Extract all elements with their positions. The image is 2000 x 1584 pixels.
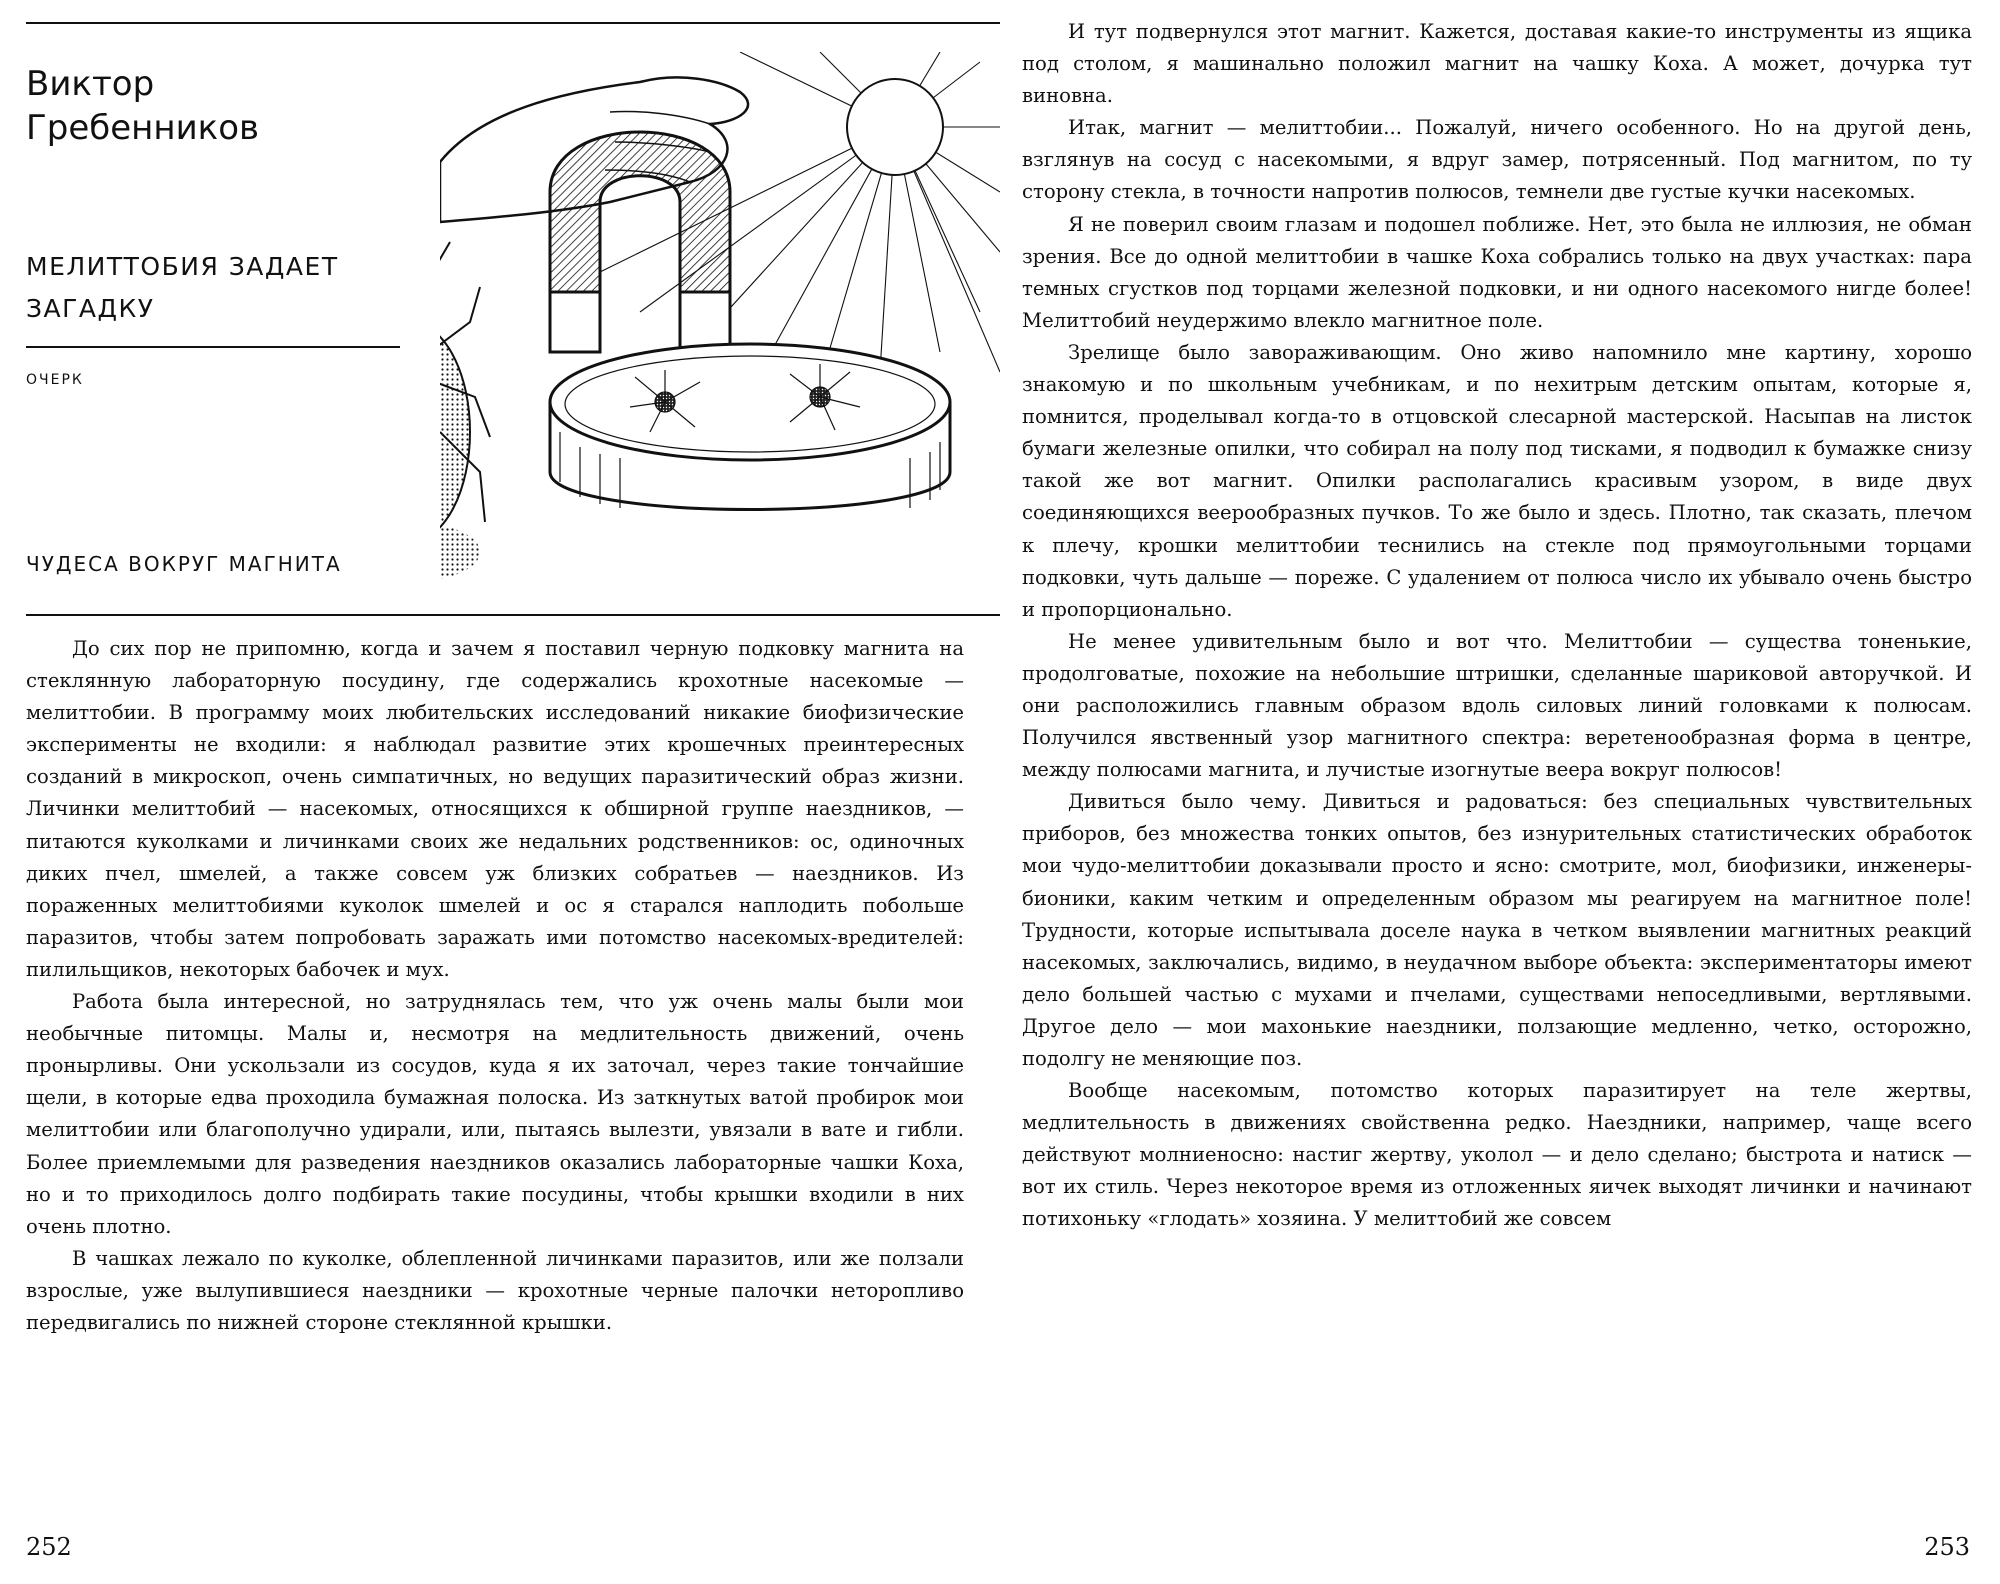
right-paragraph-1: И тут подвернулся этот магнит. Кажется, доставая какие-то инструменты из ящика под столом, я машинально положил магнит на чашку Коха. А может, дочурка тут виновна. [1022, 20, 1972, 108]
author-last-name: Гребенников [26, 108, 260, 148]
left-paragraph-2: Работа была интересной, но затруднялась тем, что уж очень малы были мои необычные питомцы. Малы и, несмотря на медлительность движений, очень пронырливы. Они ускользали из сосудов, куда я их заточал, через такие тончайшие щели, в которые едва проходила бумажная полоска. Из заткнутых ватой пробирок мои мелиттобии или благополучно удирали, или, пытаясь вылезти, увязали в вате и гибли. Более приемлемыми для разведения наездников оказались лабораторные чашки Коха, но и то приходилось долго подбирать такие посудины, чтобы крышки входили в них очень плотно. [26, 990, 964, 1238]
author-name [26, 62, 259, 150]
author-first-name: Виктор [26, 64, 155, 104]
insect-shadow-stipple [440, 522, 480, 582]
genre-label: ОЧЕРК [26, 372, 84, 388]
header-bottom-rule [26, 614, 1000, 616]
title-rule [26, 346, 400, 348]
horseshoe-magnet-icon [550, 132, 730, 352]
illustration-magnet-insect-petri-dish [440, 52, 1000, 594]
series-label: ЧУДЕСА ВОКРУГ МАГНИТА [26, 552, 342, 576]
right-paragraph-6: Дивиться было чему. Дивиться и радоваться: без специальных чувствительных приборов, без множества тонких опытов, без изнурительных статистических обработок мои чудо-мелиттобии доказывали просто и ясно: смотрите, мол, биофизики, инженеры-бионики, каким четким и определенным образом мы реагируем на магнитное поле! Трудности, которые испытывала доселе наука в четком выявлении магнитных реакций насекомых, заключались, видимо, в неудачном выборе объекта: экспериментаторы имеют дело большей частью с мухами и пчелами, существами непоседливыми, вертлявыми. Другое дело — мои махонькие наездники, ползающие медленно, четко, осторожно, подолгу не меняющие поз. [1022, 790, 1972, 1070]
sun-icon [847, 79, 943, 175]
left-paragraph-3: В чашках лежало по куколке, облепленной личинками паразитов, или же ползали взрослые, уже вылупившиеся наездники — крохотные черные палочки неторопливо передвигались по нижней стороне стеклянной крышки. [26, 1246, 964, 1334]
page-number-right: 253 [1924, 1533, 1970, 1561]
right-paragraph-5: Не менее удивительным было и вот что. Мелиттобии — существа тоненькие, продолговатые, похожие на небольшие штришки, сделанные шариковой авторучкой. И они расположились главным образом вдоль силовых линий головками к полюсам. Получился явственный узор магнитного спектра: веретенообразная форма в центре, между полюсами магнита, и лучистые изогнутые веера вокруг полюсов! [1022, 629, 1972, 782]
melittobia-insect-icon [440, 222, 490, 542]
top-rule [26, 22, 1000, 24]
essay-title-line1: МЕЛИТТОБИЯ ЗАДАЕТ [26, 252, 339, 281]
essay-title [26, 246, 339, 330]
right-paragraph-4: Зрелище было завораживающим. Оно живо напомнило мне картину, хорошо знакомую и по школьным учебникам, и по нехитрым детским опытам, которые я, помнится, проделывал когда-то в отцовской слесарной мастерской. Насыпав на листок бумаги железные опилки, что собирал на полу под тисками, я подводил к бумажке снизу такой же вот магнит. Опилки располагались красивым узором, в виде двух соединяющихся веерообразных пучков. То же было и здесь. Плотно, так сказать, плечом к плечу, крошки мелиттобии теснились на стекле под прямоугольными торцами подковки, чуть дальше — пореже. С удалением от полюса число их убывало очень быстро и пропорционально. [1022, 340, 1972, 621]
page-number-left: 252 [26, 1533, 72, 1561]
right-paragraph-2: Итак, магнит — мелиттобии... Пожалуй, ничего особенного. Но на другой день, взглянув на сосуд с насекомыми, я вдруг замер, потрясенный. Под магнитом, по ту сторону стекла, в точности напротив полюсов, темнели две густые кучки насекомых. [1022, 116, 1972, 204]
left-paragraph-1: До сих пор не припомню, когда и зачем я поставил черную подковку магнита на стеклянную лабораторную посудину, где содержались крохотные насекомые — мелиттобии. В программу моих любительских исследований никакие биофизические эксперименты не входили: я наблюдал развитие этих крошечных преинтересных созданий в микроскоп, очень симпатичных, но ведущих паразитический образ жизни. Личинки мелиттобий — насекомых, относящихся к обширной группе наездников, — питаются куколками и личинками своих же недальних родственников: ос, одиночных диких пчел, шмелей, а также совсем уж близких собратьев — наездников. Из пораженных мелиттобиями куколок шмелей и ос я старался наплодить побольше паразитов, чтобы затем попробовать заражать ими потомство насекомых-вредителей: пилильщиков, некоторых бабочек и мух. [26, 637, 964, 981]
right-paragraph-3: Я не поверил своим глазам и подошел поближе. Нет, это была не иллюзия, не обман зрения. Все до одной мелиттобии в чашке Коха собрались только на двух участках: пара темных сгустков под торцами железной подковки, и ни одного насекомого нигде более! Мелиттобий неудержимо влекло магнитное поле. [1022, 212, 1972, 332]
petri-dish-icon [550, 344, 950, 510]
essay-title-line2: ЗАГАДКУ [26, 294, 155, 323]
right-paragraph-7: Вообще насекомым, потомство которых паразитирует на теле жертвы, медлительность в движениях свойственна редко. Наездники, например, чаще всего действуют молниеносно: настиг жертву, уколол — и дело сделано; быстрота и натиск — вот их стиль. Через некоторое время из отложенных яичек выходят личинки и начинают потихоньку «глодать» хозяина. У мелиттобий же совсем [1022, 1079, 1972, 1231]
right-text-column [1022, 16, 1972, 1236]
left-text-column [26, 633, 964, 1339]
